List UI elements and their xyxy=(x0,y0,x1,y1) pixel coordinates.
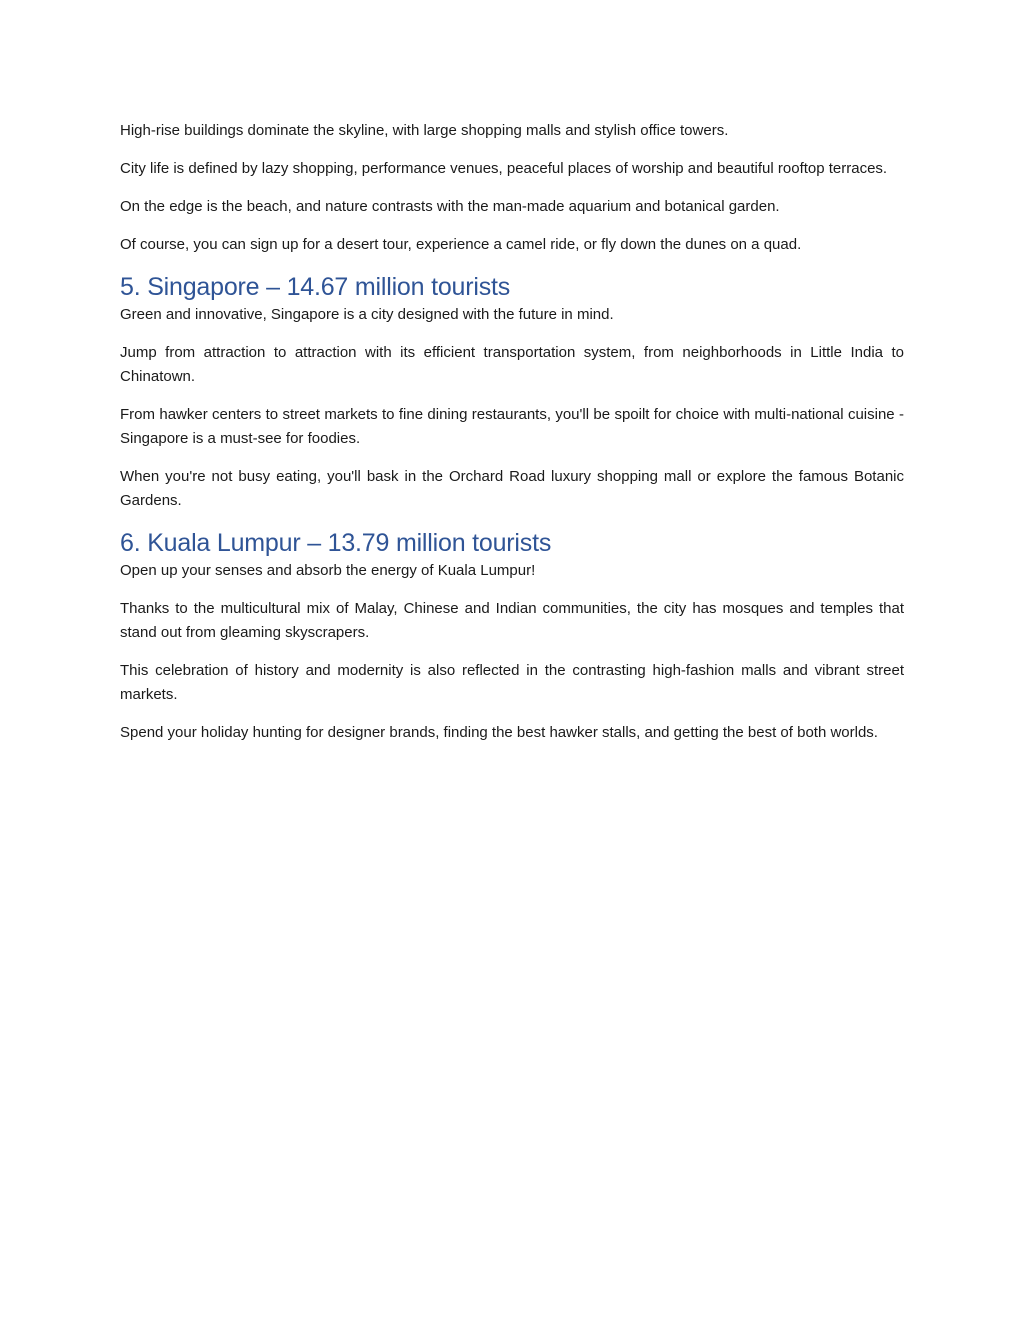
singapore-paragraph: Green and innovative, Singapore is a city designed with the future in mind. xyxy=(120,306,614,323)
intro-paragraph: High-rise buildings dominate the skyline, with large shopping malls and stylish office towers. xyxy=(120,122,729,139)
document-page xyxy=(120,119,904,759)
section-heading-kuala-lumpur: 6. Kuala Lumpur – 13.79 million tourists xyxy=(120,529,552,557)
singapore-paragraph: When you're not busy eating, you'll bask in the Orchard Road luxury shopping mall or explore the famous Botanic Gardens. xyxy=(120,468,904,509)
kuala-lumpur-paragraph: Thanks to the multicultural mix of Malay, Chinese and Indian communities, the city has mosques and temples that stand out from gleaming skyscrapers. xyxy=(120,600,904,641)
intro-paragraph: On the edge is the beach, and nature contrasts with the man-made aquarium and botanical garden. xyxy=(120,198,780,215)
kuala-lumpur-paragraph: This celebration of history and modernity is also reflected in the contrasting high-fashion malls and vibrant street markets. xyxy=(120,662,904,703)
singapore-paragraph: From hawker centers to street markets to fine dining restaurants, you'll be spoilt for choice with multi-national cuisine - Singapore is a must-see for foodies. xyxy=(120,406,904,447)
singapore-paragraph: Jump from attraction to attraction with its efficient transportation system, from neighborhoods in Little India to Chinatown. xyxy=(120,344,904,385)
kuala-lumpur-paragraph: Open up your senses and absorb the energy of Kuala Lumpur! xyxy=(120,562,536,579)
kuala-lumpur-paragraph: Spend your holiday hunting for designer brands, finding the best hawker stalls, and getting the best of both worlds. xyxy=(120,724,878,741)
section-heading-singapore: 5. Singapore – 14.67 million tourists xyxy=(120,273,511,301)
intro-paragraph: Of course, you can sign up for a desert tour, experience a camel ride, or fly down the dunes on a quad. xyxy=(120,236,802,253)
intro-paragraph: City life is defined by lazy shopping, performance venues, peaceful places of worship and beautiful rooftop terraces. xyxy=(120,160,888,177)
